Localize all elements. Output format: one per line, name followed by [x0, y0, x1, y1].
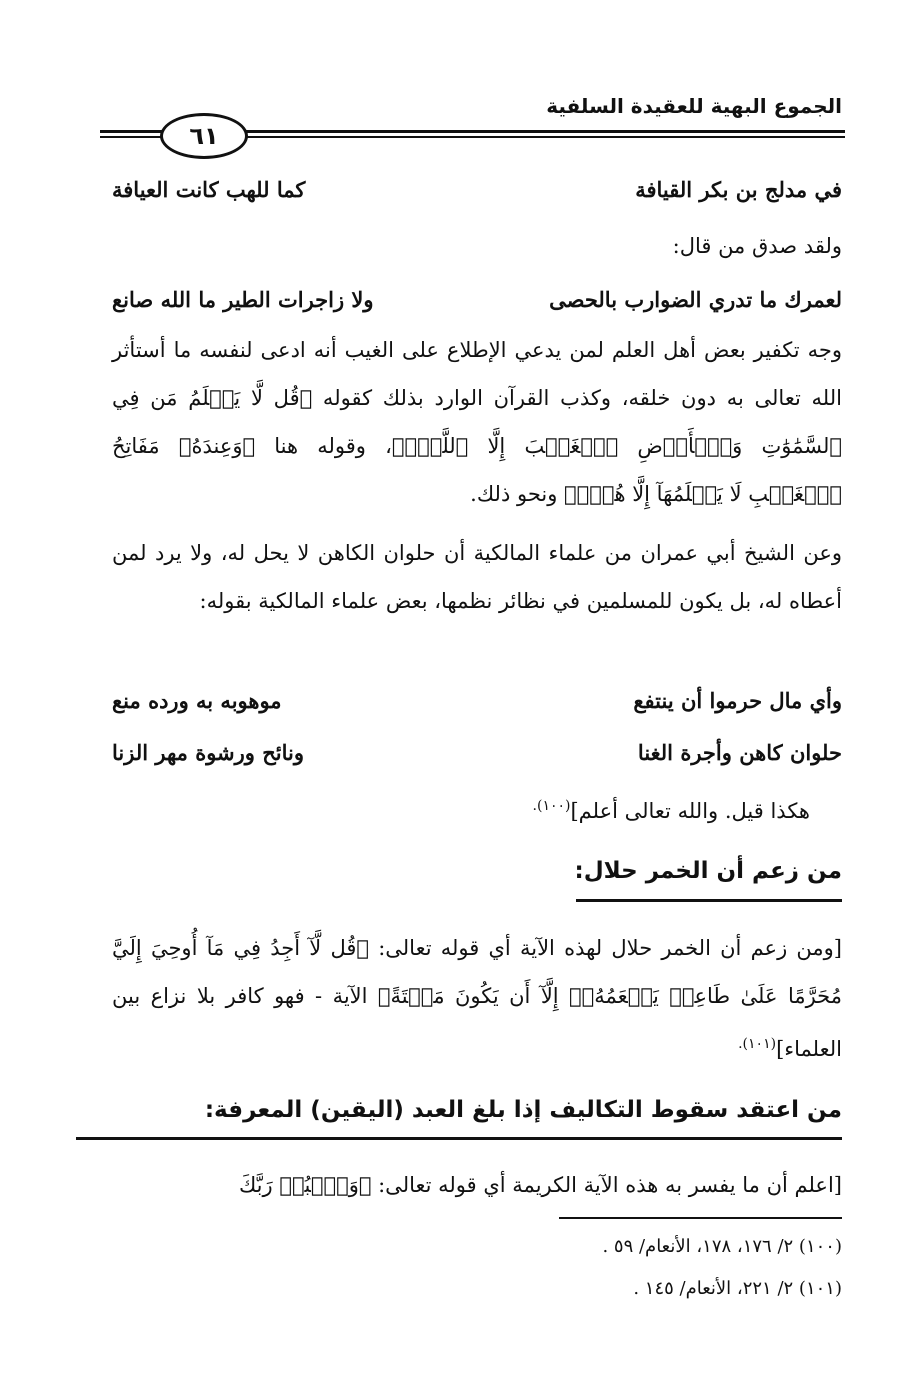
verse-first-hemistich: لعمرك ما تدري الضوارب بالحصى [549, 287, 842, 312]
section-text-body: [ومن زعم أن الخمر حلال لهذه الآية أي قوله تعالى: ﴿قُل لَّآ أَجِدُ فِي مَآ أُوحِيَ إِلَيَّ مُحَرَّمًا عَلَىٰ طَاعِمٖ يَطۡعَمُهُۥٓ إِلَّآ أَن يَكُونَ مَيۡتَةً﴾ الآية - فهو كافر بلا نزاع بين العلماء] [112, 936, 842, 1061]
footnote-ref[interactable]: (١٠١). [738, 1036, 777, 1052]
heading-underline [576, 899, 842, 902]
verse-line [112, 287, 842, 312]
paragraph-takfir: وجه تكفير بعض أهل العلم لمن يدعي الإطلاع على الغيب أنه ادعى لنفسه ما أستأثر الله تعالى به دون خلقه، وكذب القرآن الوارد بذلك كقوله ﴿قُل لَّا يَعۡلَمُ مَن فِي ٱلسَّمَٰوَٰتِ وَٱلۡأَرۡضِ ٱلۡغَيۡبَ إِلَّا ٱللَّهُۚ﴾، وقوله هنا ﴿وَعِندَهُۥ مَفَاتِحُ ٱلۡغَيۡبِ لَا يَعۡلَمُهَآ إِلَّا هُوَۚ﴾ ونحو ذلك. [112, 338, 842, 506]
heading-underline [76, 1137, 842, 1140]
verse-second-hemistich: موهوبه به ورده منع [112, 688, 282, 713]
paragraph-close [80, 782, 810, 835]
footnote: (١٠١) ٢/ ٢٢١، الأنعام/ ١٤٥ . [633, 1278, 842, 1299]
verse-first-hemistich: حلوان كاهن وأجرة الغنا [637, 740, 842, 765]
section-text [112, 924, 842, 1073]
section-text: [اعلم أن ما يفسر به هذه الآية الكريمة أي قوله تعالى: ﴿وَٱعۡبُدۡ رَبَّكَ [238, 1173, 842, 1197]
verse-second-hemistich: كما للهب كانت العيافة [112, 177, 306, 202]
verse-line [112, 688, 842, 713]
verse-second-hemistich: ونائح ورشوة مهر الزنا [112, 740, 305, 765]
paragraph-close-text: هكذا قيل. والله تعالى أعلم] [570, 799, 810, 823]
section-heading: من اعتقد سقوط التكاليف إذا بلغ العبد (اليقين) المعرفة: [204, 1097, 842, 1123]
paragraph-intro: ولقد صدق من قال: [672, 234, 842, 258]
verse-second-hemistich: ولا زاجرات الطير ما الله صانع [112, 287, 374, 312]
verse-first-hemistich: في مدلج بن بكر القيافة [635, 177, 842, 202]
verse-first-hemistich: وأي مال حرموا أن ينتفع [633, 688, 842, 713]
verse-line [112, 177, 842, 202]
footnote-ref[interactable]: (١٠٠). [532, 798, 571, 814]
section-heading: من زعم أن الخمر حلال: [574, 858, 842, 884]
page-number: ٦١ [160, 113, 248, 159]
paragraph-abi-imran: وعن الشيخ أبي عمران من علماء المالكية أن حلوان الكاهن لا يحل له، ولا يرد لمن أعطاه له، بل يكون للمسلمين في نظائر نظمها، بعض علماء المالكية بقوله: [112, 541, 842, 613]
footnote-separator [559, 1217, 842, 1219]
running-title: الجموع البهية للعقيدة السلفية [546, 94, 842, 118]
verse-line [112, 740, 842, 765]
footnote: (١٠٠) ٢/ ١٧٦، ١٧٨، الأنعام/ ٥٩ . [602, 1236, 842, 1257]
